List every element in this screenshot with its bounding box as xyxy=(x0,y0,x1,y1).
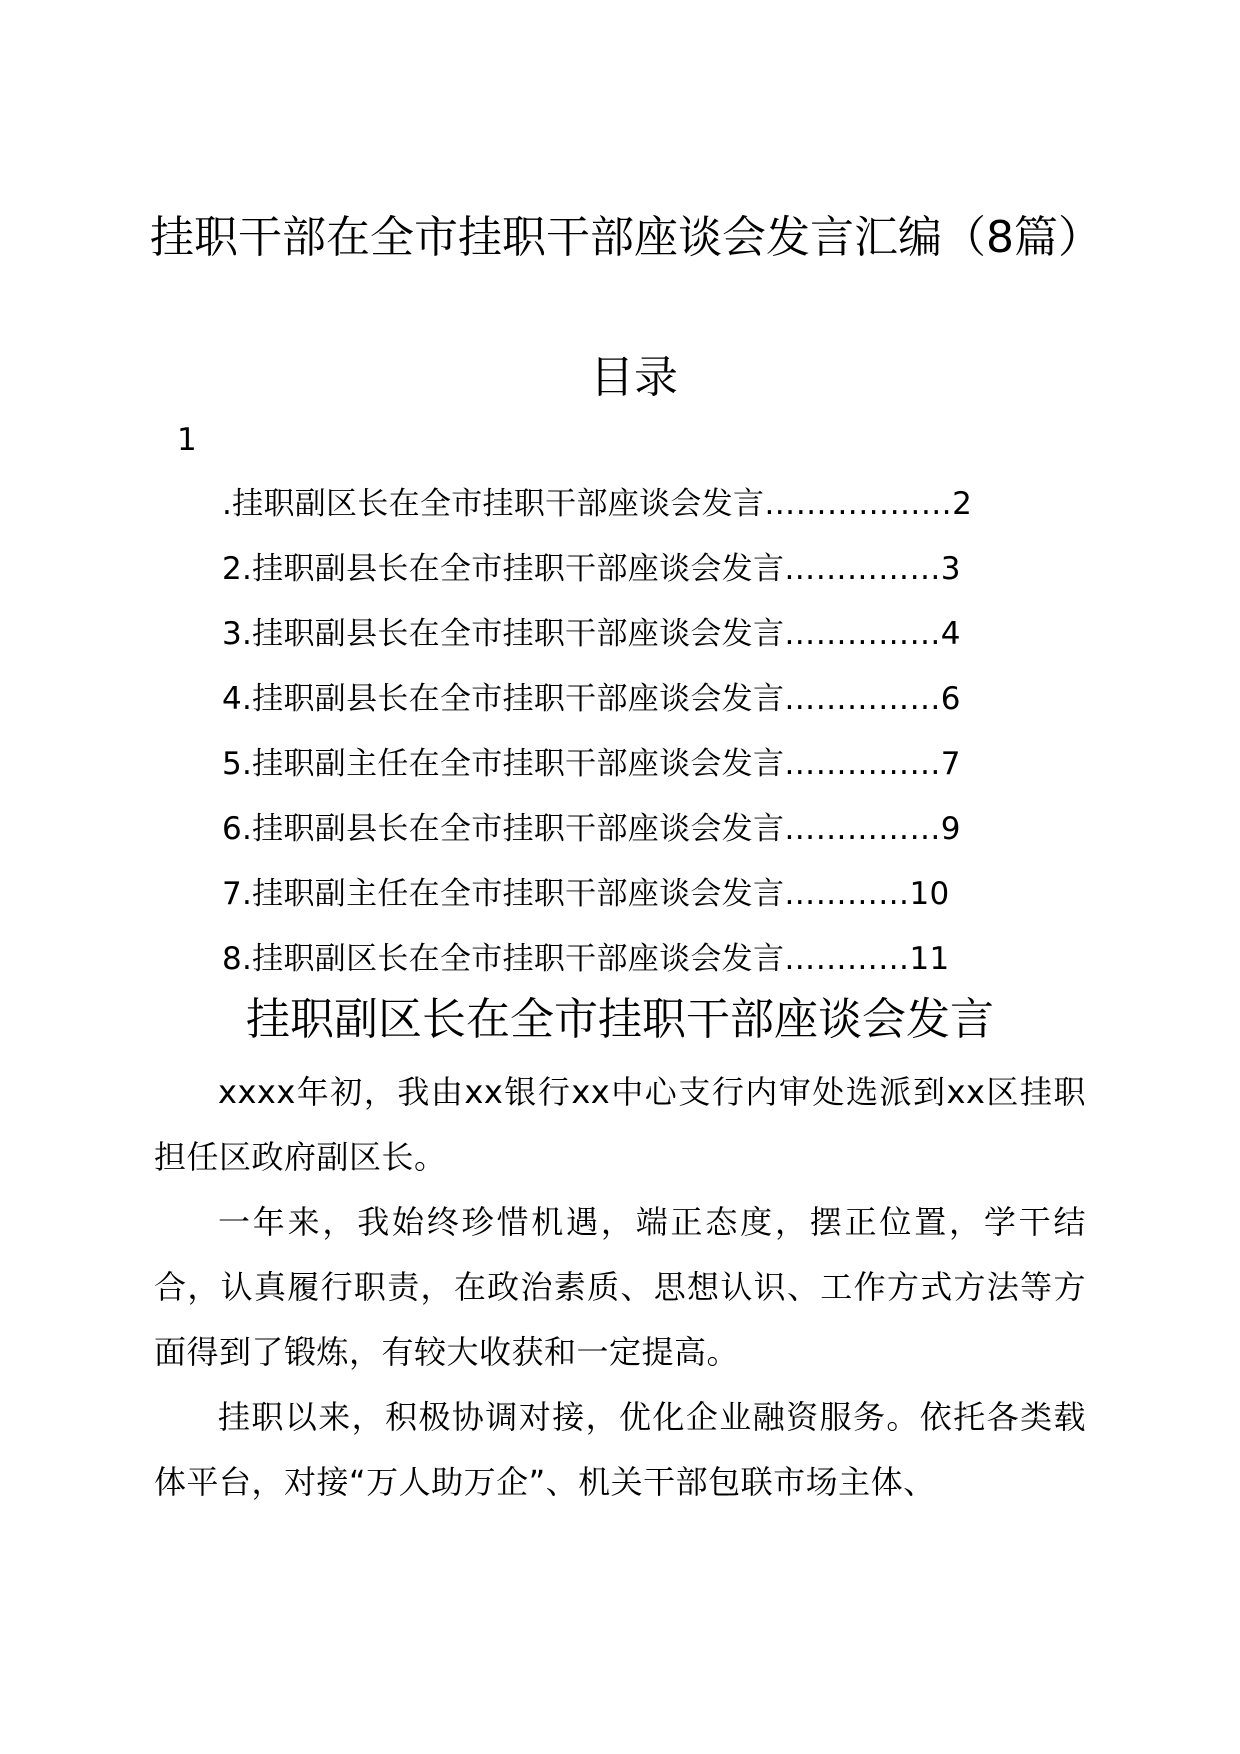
toc-entry-label: 2.挂职副县长在全市挂职干部座谈会发言 xyxy=(222,551,785,587)
toc-entry-leader: ………… xyxy=(784,941,910,977)
toc-entry-1[interactable] xyxy=(222,482,1022,547)
toc-entry-leader: …………… xyxy=(784,551,941,587)
toc-entry-leader: …………… xyxy=(784,681,941,717)
toc-entry-page: 6 xyxy=(940,681,961,717)
toc-entry-page: 9 xyxy=(940,811,961,847)
toc-entry-leader: ………… xyxy=(784,876,910,912)
paragraph-3: 挂职以来，积极协调对接，优化企业融资服务。依托各类载体平台，对接“万人助万企”、机关干部包联市场主体、 xyxy=(154,1398,1086,1501)
table-of-contents xyxy=(222,482,1022,1002)
toc-entry-label: 7.挂职副主任在全市挂职干部座谈会发言 xyxy=(222,876,785,912)
toc-entry-label: 3.挂职副县长在全市挂职干部座谈会发言 xyxy=(222,616,785,652)
toc-entry-leader: ……………… xyxy=(764,486,953,522)
toc-entry-page: 4 xyxy=(940,616,961,652)
toc-entry-page: 3 xyxy=(940,551,961,587)
toc-entry-label: .挂职副区长在全市挂职干部座谈会发言 xyxy=(222,486,765,522)
toc-entry-leader: …………… xyxy=(784,746,941,782)
toc-entry-page: 2 xyxy=(952,486,973,522)
toc-entry-page: 10 xyxy=(909,876,950,912)
toc-entry-leader: …………… xyxy=(784,811,941,847)
toc-entry-label: 4.挂职副县长在全市挂职干部座谈会发言 xyxy=(222,681,785,717)
toc-entry-label: 6.挂职副县长在全市挂职干部座谈会发言 xyxy=(222,811,785,847)
toc-entry-page: 7 xyxy=(940,746,961,782)
toc-entry-6[interactable] xyxy=(222,807,1022,872)
toc-heading: 目录 xyxy=(590,352,678,403)
toc-entry-5[interactable] xyxy=(222,742,1022,807)
paragraph-2: 一年来，我始终珍惜机遇，端正态度，摆正位置，学干结合，认真履行职责，在政治素质、思想认识、工作方式方法等方面得到了锻炼，有较大收获和一定提高。 xyxy=(154,1203,1086,1371)
document-title: 挂职干部在全市挂职干部座谈会发言汇编（8篇） xyxy=(150,212,1102,263)
body-text xyxy=(154,1060,1086,1515)
section-title: 挂职副区长在全市挂职干部座谈会发言 xyxy=(246,994,994,1045)
toc-entry-label: 8.挂职副区长在全市挂职干部座谈会发言 xyxy=(222,941,785,977)
toc-entry-page: 11 xyxy=(909,941,950,977)
toc-entry-2[interactable] xyxy=(222,547,1022,612)
toc-entry-leader: …………… xyxy=(784,616,941,652)
toc-stray-number: 1 xyxy=(177,422,197,458)
toc-entry-7[interactable] xyxy=(222,872,1022,937)
paragraph-1: xxxx年初，我由xx银行xx中心支行内审处选派到xx区挂职担任区政府副区长。 xyxy=(154,1073,1086,1176)
toc-entry-label: 5.挂职副主任在全市挂职干部座谈会发言 xyxy=(222,746,785,782)
toc-entry-3[interactable] xyxy=(222,612,1022,677)
toc-entry-4[interactable] xyxy=(222,677,1022,742)
